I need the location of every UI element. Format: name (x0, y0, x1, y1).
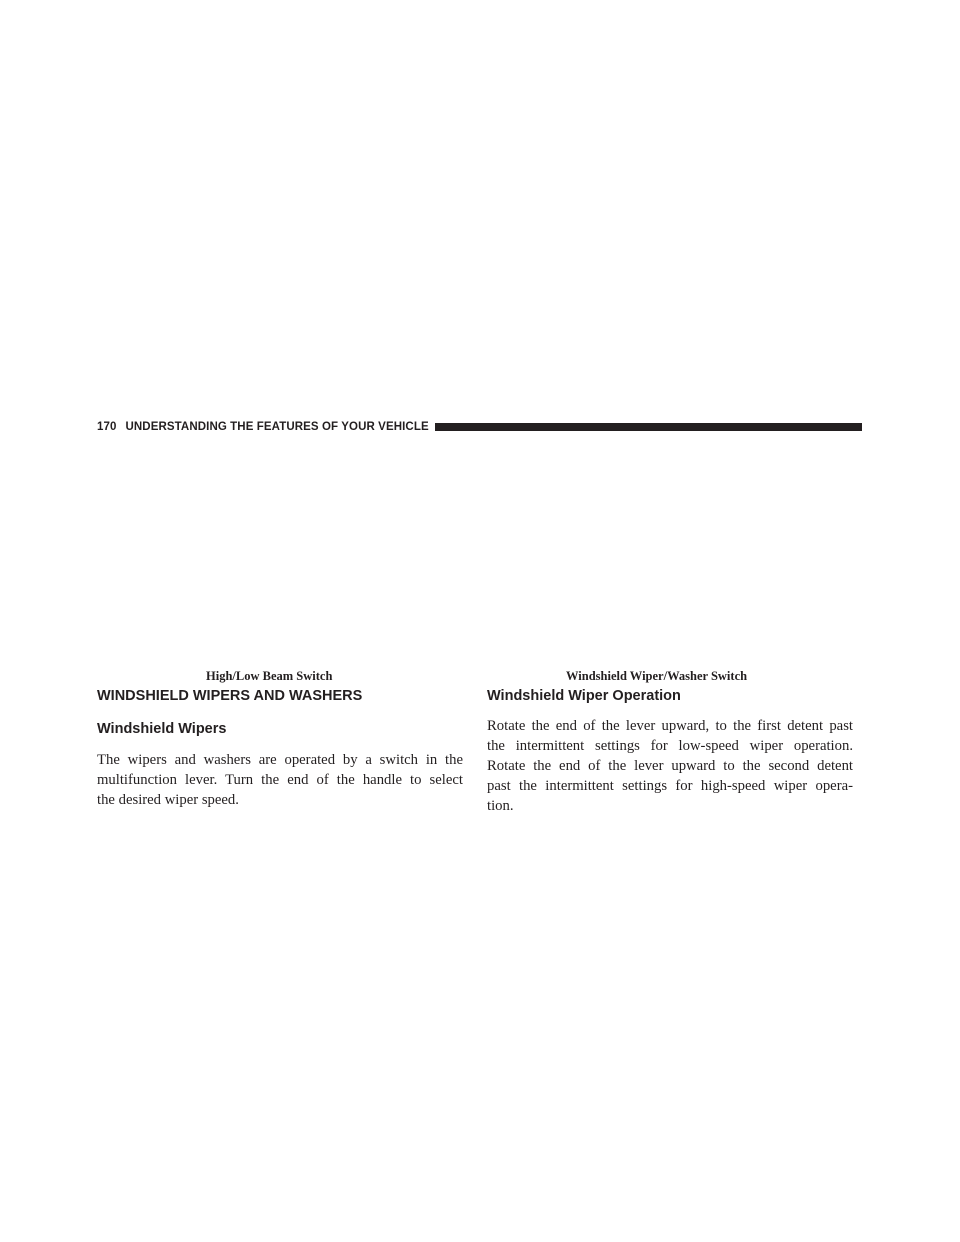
section-title: UNDERSTANDING THE FEATURES OF YOUR VEHICLE (125, 421, 429, 433)
page-number: 170 (97, 421, 117, 433)
section-heading: WINDSHIELD WIPERS AND WASHERS (97, 688, 363, 704)
text-line: the desired wiper speed. (97, 792, 239, 808)
header-rule (435, 423, 862, 431)
text-line: the intermittent settings for low-speed wiper operation. (487, 738, 853, 754)
text-line: Rotate the end of the lever upward to the second detent (487, 758, 853, 774)
figure-caption-wiper-washer: Windshield Wiper/Washer Switch (566, 669, 748, 683)
text-line: tion. (487, 798, 514, 814)
subheading-wiper-operation: Windshield Wiper Operation (487, 688, 681, 704)
left-column (97, 686, 463, 810)
right-column (487, 686, 853, 816)
text-line: multifunction lever. Turn the end of the handle to select (97, 772, 463, 788)
subheading-windshield-wipers: Windshield Wipers (97, 721, 227, 737)
text-line: The wipers and washers are operated by a switch in the (97, 752, 463, 768)
text-line: past the intermittent settings for high-speed wiper opera- (487, 778, 853, 794)
running-header (97, 420, 862, 434)
paragraph-windshield-wipers (97, 750, 463, 810)
text-line: Rotate the end of the lever upward, to the first detent past (487, 718, 853, 734)
figure-caption-high-low-beam: High/Low Beam Switch (206, 669, 333, 683)
paragraph-wiper-operation (487, 716, 853, 816)
